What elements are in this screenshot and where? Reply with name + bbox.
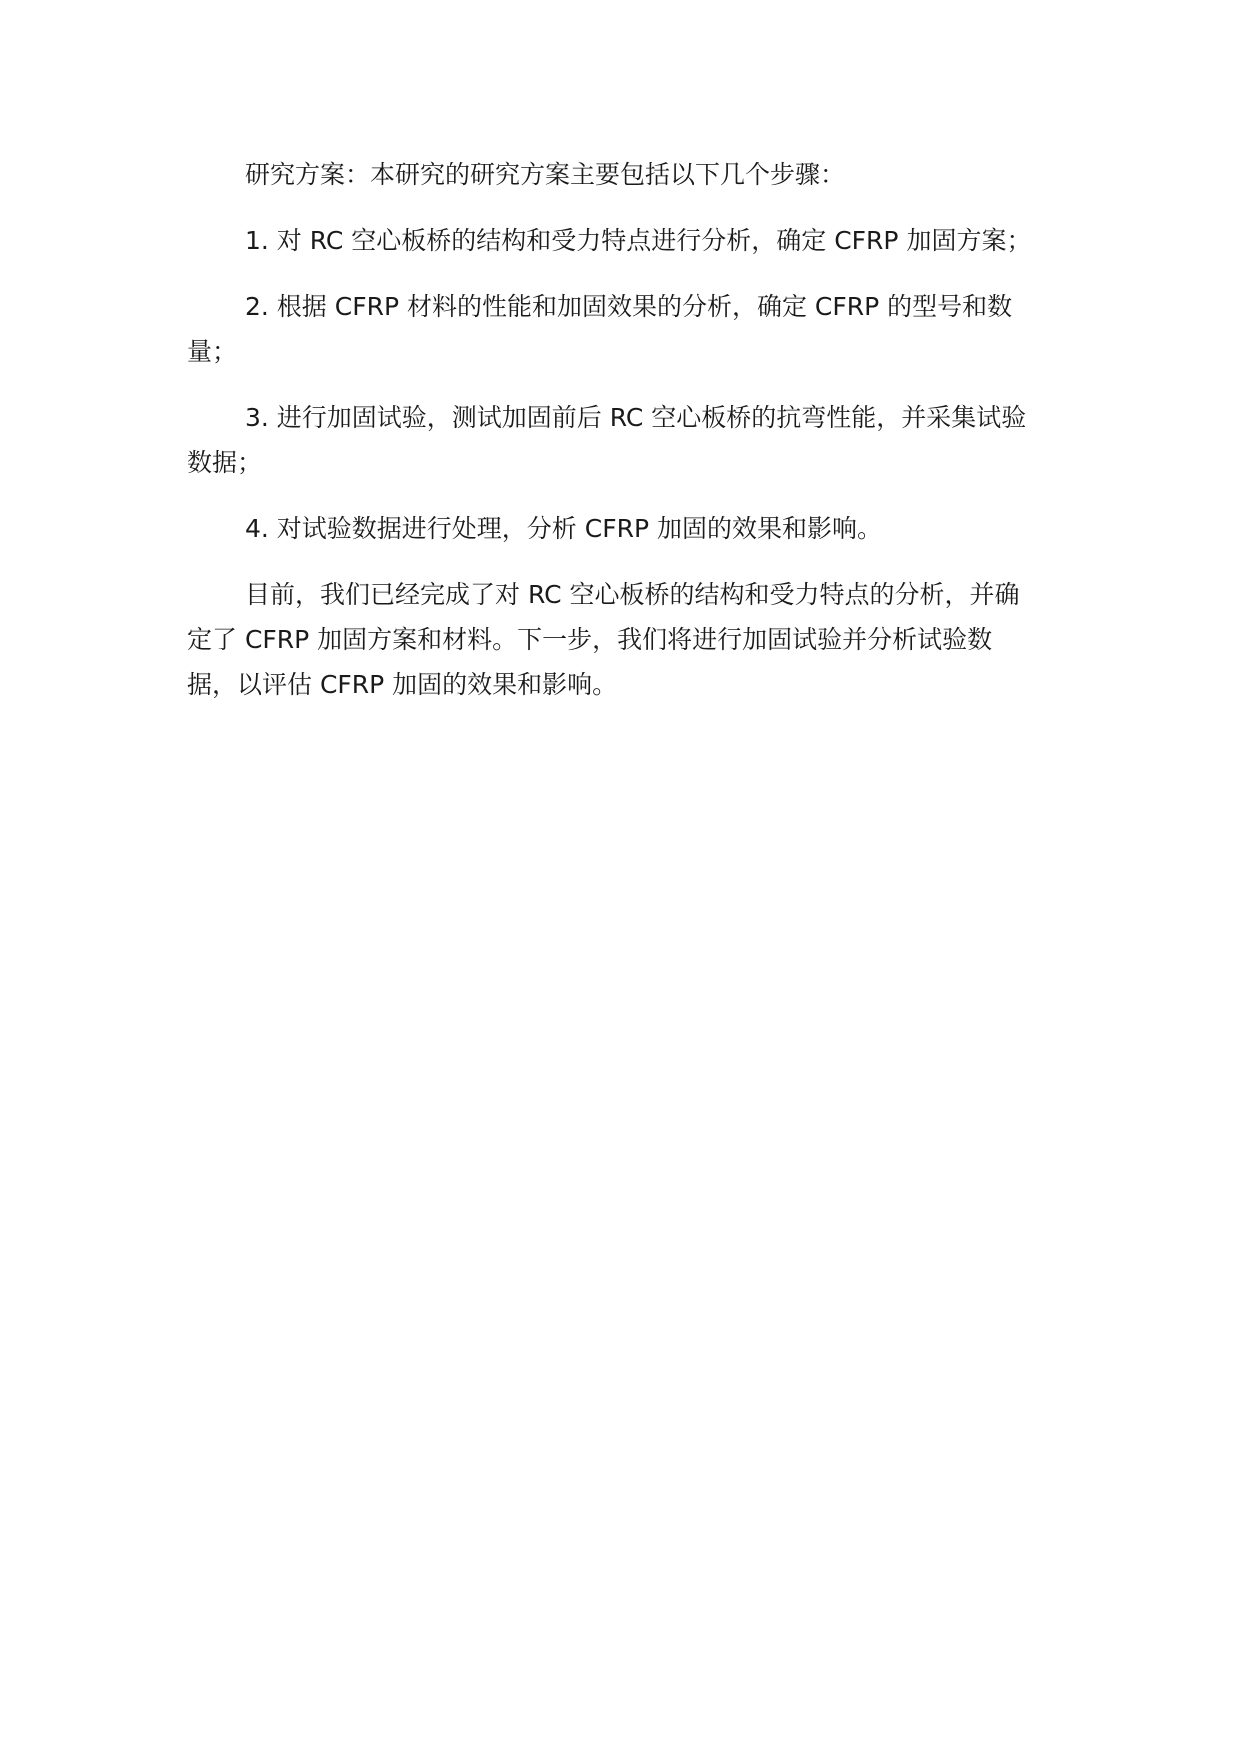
document-body [187,152,1067,728]
step-1-paragraph: 1. 对 RC 空心板桥的结构和受力特点进行分析，确定 CFRP 加固方案； [245,226,1032,255]
progress-paragraph: 目前，我们已经完成了对 RC 空心板桥的结构和受力特点的分析，并确定了 CFRP 加固方案和材料。下一步，我们将进行加固试验并分析试验数据，以评估 CFRP 加固的效果和影响。 [187,580,1020,699]
step-3-paragraph: 3. 进行加固试验，测试加固前后 RC 空心板桥的抗弯性能，并采集试验数据； [187,403,1027,477]
step-4-paragraph: 4. 对试验数据进行处理，分析 CFRP 加固的效果和影响。 [245,514,882,543]
step-2-paragraph: 2. 根据 CFRP 材料的性能和加固效果的分析，确定 CFRP 的型号和数量； [187,292,1013,366]
intro-paragraph: 研究方案：本研究的研究方案主要包括以下几个步骤： [245,160,846,189]
